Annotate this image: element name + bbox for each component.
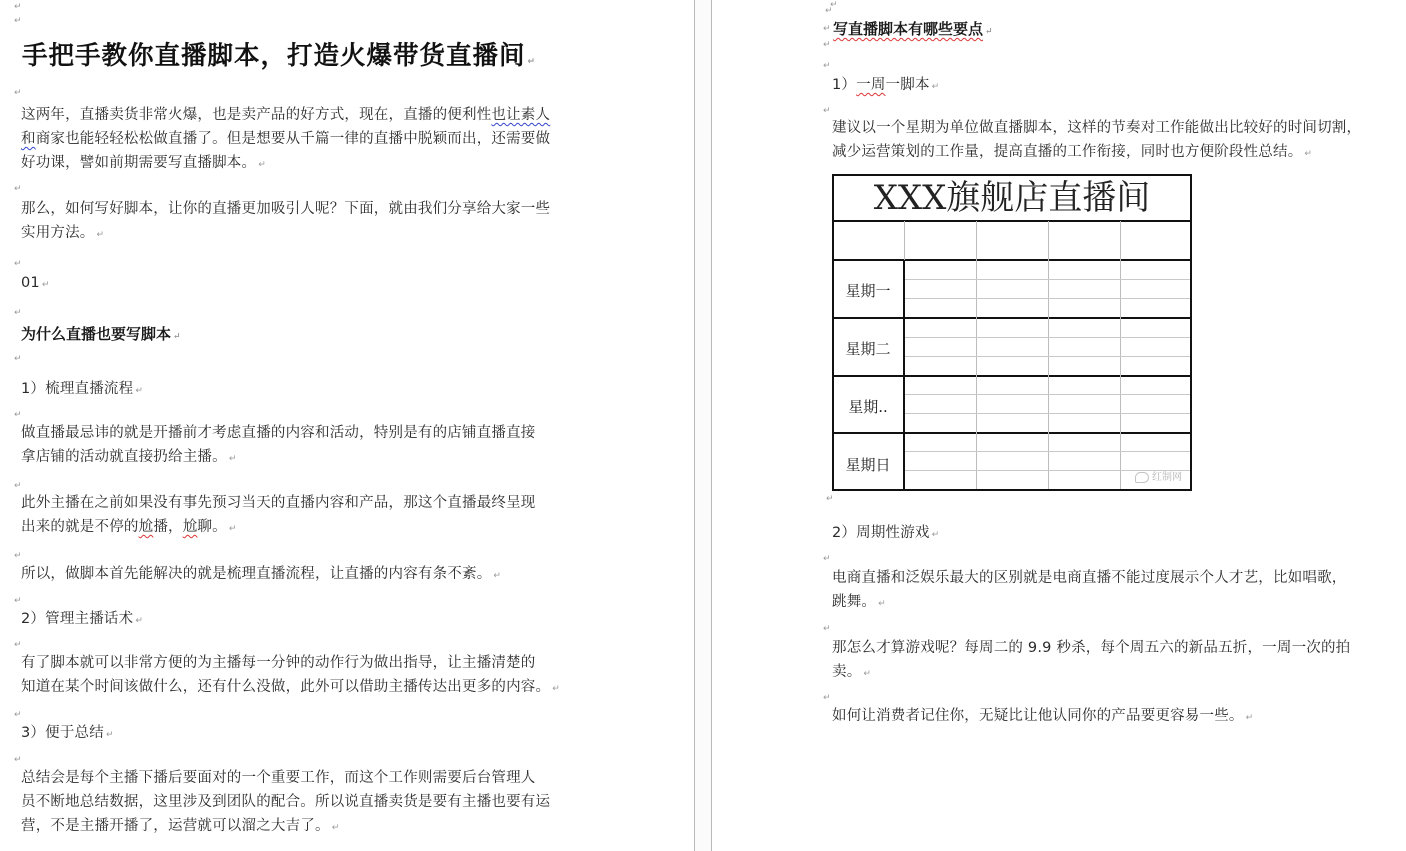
watermark — [1135, 468, 1182, 483]
paragraph-mark: ↵ — [14, 354, 22, 364]
paragraph-mark: ↵ — [823, 40, 831, 50]
paragraph-mark: ↵ — [14, 88, 22, 98]
paragraph-mark: ↵ — [14, 259, 22, 269]
paragraph-mark: ↵ — [878, 599, 886, 609]
subheading — [21, 377, 143, 403]
paragraph-line: 卖。 — [832, 664, 862, 680]
section-heading — [21, 323, 181, 344]
paragraph-mark: ↵ — [823, 61, 831, 71]
grammar-flagged-text[interactable]: 也让素人 — [491, 107, 551, 123]
table-row-divider — [832, 432, 1192, 434]
paragraph-mark: ↵ — [1304, 149, 1313, 159]
paragraph-line: 聊。 — [197, 519, 227, 535]
paragraph-mark: ↵ — [135, 386, 144, 396]
paragraph-mark: ↵ — [14, 410, 22, 420]
paragraph-line: 知道在某个时间该做什么，还有什么没做，此外可以借助主播传达出更多的内容。 — [21, 679, 551, 695]
paragraph — [21, 491, 536, 541]
paragraph-line: 减少运营策划的工作量，提高直播的工作衔接，同时也方便阶段性总结。 — [832, 144, 1303, 160]
table-col-divider — [976, 221, 977, 489]
paragraph-mark: ↵ — [552, 684, 560, 694]
table-subrow-divider — [905, 394, 1190, 395]
paragraph-line: 出来的就是不停的 — [21, 519, 139, 535]
paragraph-mark: ↵ — [14, 2, 22, 12]
grammar-flagged-text[interactable]: 和 — [21, 131, 36, 147]
paragraph — [21, 562, 501, 588]
paragraph-line: 如何让消费者记住你，无疑比让他认同你的产品要更容易一些。 — [832, 708, 1244, 724]
table-col-divider — [1120, 221, 1121, 489]
paragraph-mark: ↵ — [14, 184, 22, 194]
paragraph-mark: ↵ — [493, 571, 502, 581]
paragraph-line: 总结会是每个主播下播后要面对的一个重要工作，而这个工作则需要后台管理人 — [21, 770, 536, 786]
paragraph-mark: ↵ — [823, 624, 831, 634]
paragraph-mark: ↵ — [258, 160, 266, 170]
paragraph-mark: ↵ — [14, 16, 22, 26]
paragraph-mark: ↵ — [41, 280, 50, 290]
document-page-left[interactable] — [0, 0, 694, 851]
paragraph-line: 播， — [153, 519, 183, 535]
section-number-text: 01 — [21, 275, 40, 291]
paragraph-mark: ↵ — [173, 332, 181, 342]
table-subrow-divider — [905, 279, 1190, 280]
subheading-text: 2）周期性游戏 — [832, 525, 930, 541]
paragraph-mark: ↵ — [931, 530, 940, 540]
paragraph-mark: ↵ — [228, 454, 237, 464]
paragraph-line: 营，不是主播开播了，运营就可以溜之大吉了。 — [21, 818, 330, 834]
intro-text: 好功课，譬如前期需要写直播脚本。 — [21, 155, 257, 171]
table-row-divider — [832, 317, 1192, 319]
paragraph-mark: ↵ — [14, 551, 22, 561]
table-subrow-divider — [905, 356, 1190, 357]
table-row-divider — [832, 259, 1192, 261]
paragraph — [832, 704, 1253, 730]
paragraph-line: 做直播最忌讳的就是开播前才考虑直播的内容和活动，特别是有的店铺直播直接 — [21, 425, 536, 441]
table-row-divider — [832, 220, 1192, 222]
schedule-table-image — [832, 174, 1192, 491]
spelling-flagged-text[interactable]: 一周 — [856, 77, 886, 93]
paragraph-line: 那么，如何写好脚本，让你的直播更加吸引人呢？下面，就由我们分享给大家一些 — [21, 201, 551, 217]
watermark-logo-icon — [1135, 472, 1149, 483]
paragraph-mark: ↵ — [826, 494, 834, 504]
spelling-flagged-text[interactable]: 尬 — [138, 519, 154, 535]
section-heading — [833, 18, 993, 39]
article-title-text: 手把手教你直播脚本，打造火爆带货直播间 — [22, 41, 526, 71]
table-row-label: 星期.. — [848, 398, 888, 416]
watermark-text: 红制网 — [1152, 472, 1182, 483]
table-row-divider — [832, 375, 1192, 377]
paragraph-mark: ↵ — [1245, 713, 1254, 723]
spelling-flagged-text[interactable]: 尬 — [182, 519, 198, 535]
paragraph-line: 所以，做脚本首先能解决的就是梳理直播流程，让直播的内容有条不紊。 — [21, 566, 492, 582]
intro-text: 这两年，直播卖货非常火爆，也是卖产品的好方式，现在，直播的便利性 — [21, 107, 492, 123]
paragraph-mark: ↵ — [931, 82, 940, 92]
paragraph-mark: ↵ — [228, 524, 237, 534]
subheading-text: 一脚本 — [885, 77, 930, 93]
paragraph-mark: ↵ — [823, 24, 831, 34]
article-title — [22, 36, 536, 72]
paragraph — [21, 197, 550, 247]
page-separator — [694, 0, 712, 851]
paragraph-line: 跳舞。 — [832, 594, 877, 610]
table-subrow-divider — [905, 298, 1190, 299]
paragraph-line: 实用方法。 — [21, 225, 95, 241]
subheading-text: 2）管理主播话术 — [21, 611, 134, 627]
paragraph — [21, 421, 536, 471]
paragraph — [21, 651, 560, 701]
paragraph-mark: ↵ — [823, 693, 831, 703]
paragraph — [832, 636, 1350, 686]
intro-paragraph — [21, 103, 550, 177]
table-subrow-divider — [905, 451, 1190, 452]
paragraph-mark: ↵ — [527, 57, 537, 67]
paragraph — [832, 116, 1361, 166]
paragraph-line: 此外主播在之前如果没有事先预习当天的直播内容和产品，那这个直播最终呈现 — [21, 495, 536, 511]
table-row-label: 星期二 — [845, 340, 891, 358]
paragraph-line: 拿店铺的活动就直接扔给主播。 — [21, 449, 227, 465]
paragraph-mark: ↵ — [863, 669, 872, 679]
paragraph-mark: ↵ — [825, 6, 833, 16]
paragraph-mark: ↵ — [830, 0, 838, 10]
paragraph-mark: ↵ — [331, 823, 340, 833]
subheading — [832, 73, 939, 99]
paragraph-mark: ↵ — [823, 554, 831, 564]
subheading — [21, 607, 143, 633]
table-col-divider — [1048, 221, 1049, 489]
table-row-label: 星期一 — [845, 282, 891, 300]
paragraph-line: 建议以一个星期为单位做直播脚本，这样的节奏对工作能做出比较好的时间切割， — [832, 120, 1362, 136]
subheading-text: 3）便于总结 — [21, 725, 104, 741]
paragraph-mark: ↵ — [14, 640, 22, 650]
paragraph-mark: ↵ — [823, 106, 831, 116]
intro-text: 商家也能轻轻松松做直播了。但是想要从千篇一律的直播中脱颖而出，还需要做 — [35, 131, 551, 147]
section-number — [21, 271, 50, 297]
subheading-text: 1）梳理直播流程 — [21, 381, 134, 397]
table-title: XXX旗舰店直播间 — [873, 178, 1151, 218]
paragraph-line: 电商直播和泛娱乐最大的区别就是电商直播不能过度展示个人才艺，比如唱歌， — [832, 570, 1347, 586]
section-heading-text: 为什么直播也要写脚本 — [21, 325, 172, 343]
paragraph — [832, 566, 1347, 616]
paragraph-mark: ↵ — [14, 596, 22, 606]
section-heading-text[interactable]: 写直播脚本有哪些要点 — [833, 20, 984, 38]
paragraph-mark: ↵ — [14, 755, 22, 765]
table-subrow-divider — [905, 413, 1190, 414]
paragraph-mark: ↵ — [96, 230, 105, 240]
table-row-label: 星期日 — [845, 456, 891, 474]
paragraph-mark: ↵ — [135, 616, 144, 626]
subheading — [21, 721, 114, 747]
paragraph-line: 员不断地总结数据，这里涉及到团队的配合。所以说直播卖货是要有主播也要有运 — [21, 794, 551, 810]
paragraph — [21, 766, 550, 840]
paragraph-mark: ↵ — [105, 730, 114, 740]
table-subrow-divider — [905, 337, 1190, 338]
paragraph-line: 有了脚本就可以非常方便的为主播每一分钟的动作行为做出指导，让主播清楚的 — [21, 655, 536, 671]
paragraph-mark: ↵ — [14, 481, 22, 491]
paragraph-line: 那怎么才算游戏呢？每周二的 9.9 秒杀，每个周五六的新品五折，一周一次的拍 — [832, 640, 1351, 656]
paragraph-mark: ↵ — [985, 27, 993, 37]
paragraph-mark: ↵ — [14, 710, 22, 720]
subheading — [832, 521, 939, 547]
table-col-divider — [904, 221, 905, 260]
subheading-text: 1） — [832, 77, 857, 93]
paragraph-mark: ↵ — [14, 308, 22, 318]
